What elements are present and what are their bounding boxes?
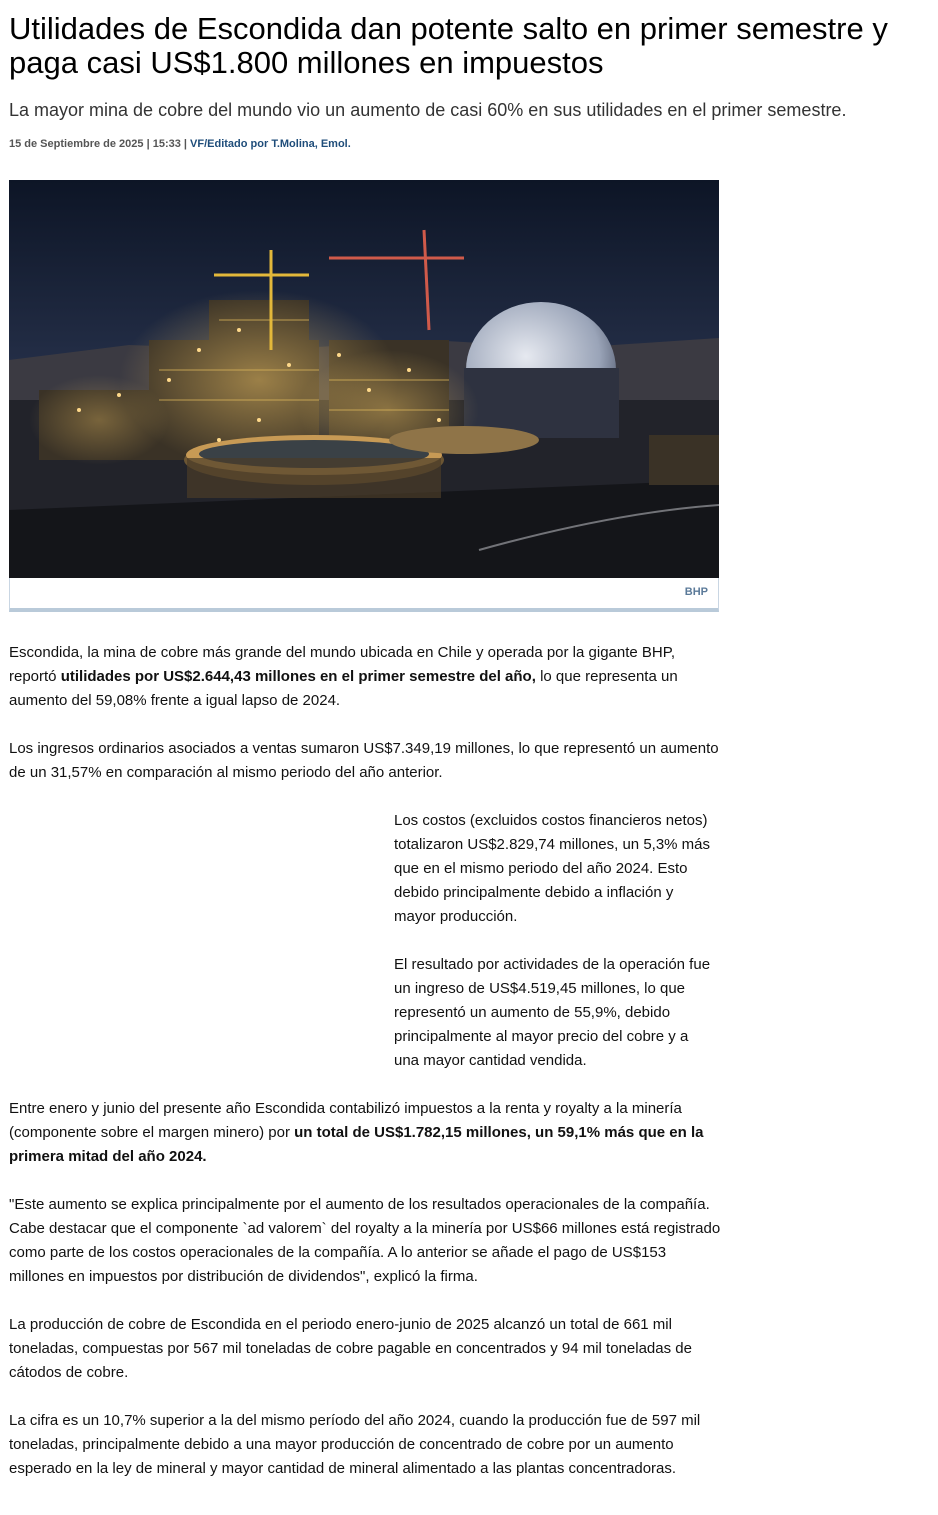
- image-caption-bar: [9, 578, 719, 612]
- paragraph: "Este aumento se explica principalmente por el aumento de los resultados operacionales de la compañía. Cabe destacar que el componente `ad valorem` del royalty a la minería por US$66 millones está registrado como parte de los costos operacionales de la compañía. A lo anterior se añade el pago de US$153 millones en impuestos por distribución de dividendos", explicó la firma.: [9, 1196, 721, 1285]
- paragraph: La producción de cobre de Escondida en el periodo enero-junio de 2025 alcanzó un total de 661 mil toneladas, compuestas por 567 mil toneladas de cobre pagable en concentrados y 94 mil toneladas de cátodos de cobre.: [9, 1316, 692, 1381]
- paragraph: Escondida, la mina de cobre más grande del mundo ubicada en Chile y operada por la gigante BHP, reportó utilidades por US$2.644,43 millones en el primer semestre del año, lo que representa un aumento del 59,08% frente a igual lapso de 2024.: [9, 644, 678, 709]
- paragraph: Los costos (excluidos costos financieros netos) totalizaron US$2.829,74 millones, un 5,3% más que en el mismo periodo del año 2024. Esto debido principalmente debido a inflación y mayor producción.: [394, 812, 711, 925]
- article-title: Utilidades de Escondida dan potente salto en primer semestre y paga casi US$1.800 millones en impuestos: [9, 11, 888, 80]
- article-date: 15 de Septiembre de 2025 | 15:33 |: [9, 138, 187, 150]
- highlight-text: un total de US$1.782,15 millones, un 59,1% más que en la primera mitad del año 2024.: [9, 1124, 704, 1165]
- mine-photo[interactable]: [9, 180, 719, 578]
- paragraph: Entre enero y junio del presente año Escondida contabilizó impuestos a la renta y royalty a la minería (componente sobre el margen minero) por un total de US$1.782,15 millones, un 59,1% más que en la primera mitad del año 2024.: [9, 1100, 704, 1165]
- paragraph: Los ingresos ordinarios asociados a ventas sumaron US$7.349,19 millones, lo que representó un aumento de un 31,57% en comparación al mismo periodo del año anterior.: [9, 740, 719, 781]
- paragraph: El resultado por actividades de la operación fue un ingreso de US$4.519,45 millones, lo que representó un aumento de 55,9%, debido principalmente al mayor precio del cobre y a una mayor cantidad vendida.: [394, 956, 711, 1069]
- article-subtitle: La mayor mina de cobre del mundo vio un aumento de casi 60% en sus utilidades en el primer semestre.: [9, 100, 847, 120]
- image-credit: BHP: [684, 586, 708, 598]
- article-author[interactable]: VF/Editado por T.Molina, Emol.: [190, 138, 351, 150]
- highlight-text: utilidades por US$2.644,43 millones en el primer semestre del año,: [60, 668, 536, 685]
- article-meta: [9, 138, 351, 150]
- article-figure: [9, 180, 719, 612]
- paragraph: La cifra es un 10,7% superior a la del mismo período del año 2024, cuando la producción fue de 597 mil toneladas, principalmente debido a una mayor producción de concentrado de cobre por un aumento esperado en la ley de mineral y mayor cantidad de mineral alimentado a las plantas concentradoras.: [9, 1412, 701, 1477]
